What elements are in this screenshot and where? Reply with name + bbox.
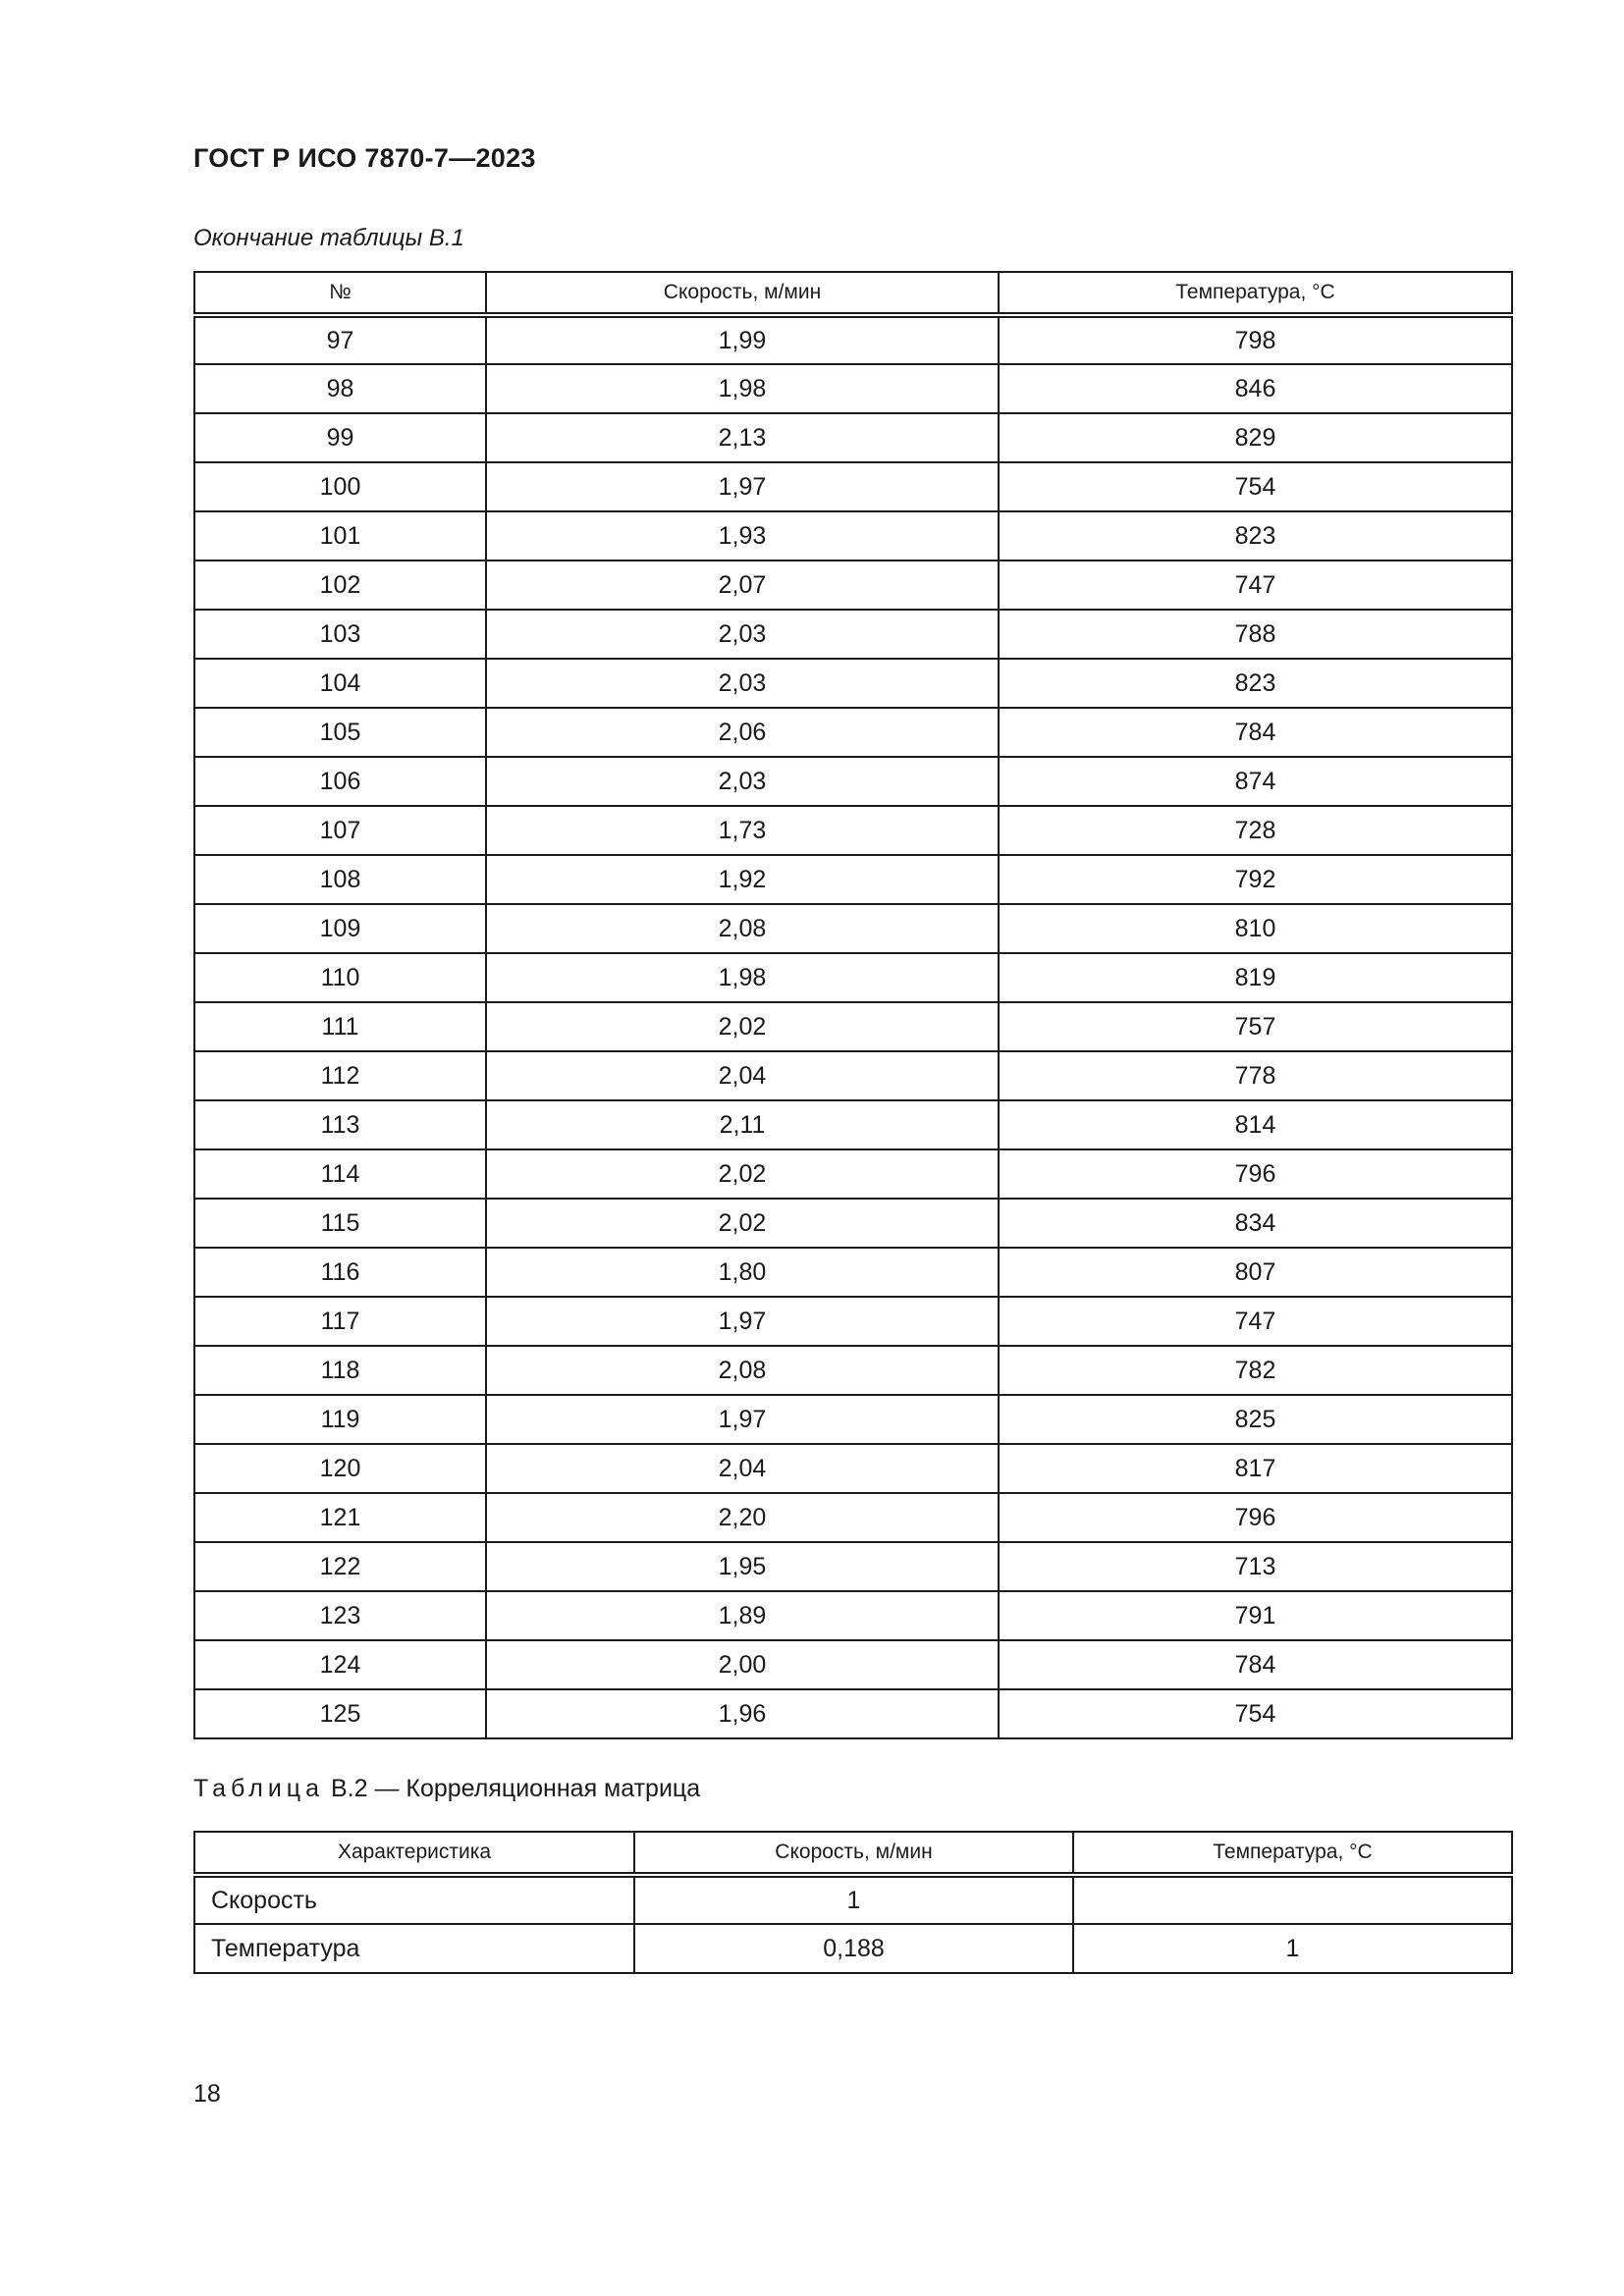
table-cell: 834 [999, 1199, 1512, 1248]
table-cell: 2,08 [486, 904, 999, 953]
table-cell: 2,03 [486, 610, 999, 659]
table-cell: 782 [999, 1346, 1512, 1395]
table-b1-header-row [194, 272, 1512, 315]
table-cell: 728 [999, 806, 1512, 855]
table-row [194, 757, 1512, 806]
table-b2-caption [193, 1775, 700, 1803]
table-cell: 713 [999, 1542, 1512, 1591]
table-b1-body [194, 315, 1512, 1738]
table-row [194, 1297, 1512, 1346]
table-b2-header-row [194, 1832, 1512, 1875]
table-cell: 2,11 [486, 1100, 999, 1149]
table-b1-caption: Окончание таблицы В.1 [193, 225, 464, 251]
table-cell: 2,13 [486, 413, 999, 462]
column-header-temperature: Температура, °С [1073, 1832, 1512, 1875]
table-cell: 1,80 [486, 1248, 999, 1297]
table-cell: Температура [194, 1924, 634, 1973]
table-cell: 107 [194, 806, 486, 855]
table-cell: 2,04 [486, 1051, 999, 1100]
table-cell: 2,04 [486, 1444, 999, 1493]
table-cell: 2,07 [486, 561, 999, 610]
table-row [194, 1640, 1512, 1689]
table-row [194, 855, 1512, 904]
table-cell: 1,98 [486, 953, 999, 1002]
table-b1 [193, 271, 1513, 1739]
table-cell: 119 [194, 1395, 486, 1444]
page-number: 18 [193, 2080, 221, 2108]
table-cell: 817 [999, 1444, 1512, 1493]
table-row [194, 1689, 1512, 1738]
table-cell: 102 [194, 561, 486, 610]
table-cell: 747 [999, 1297, 1512, 1346]
table-cell: 115 [194, 1199, 486, 1248]
table-row [194, 1100, 1512, 1149]
table-cell: 121 [194, 1493, 486, 1542]
table-cell: 124 [194, 1640, 486, 1689]
table-row [194, 511, 1512, 561]
table-cell: 106 [194, 757, 486, 806]
table-row [194, 462, 1512, 511]
table-cell: 2,08 [486, 1346, 999, 1395]
table-cell: 2,20 [486, 1493, 999, 1542]
table-cell: 792 [999, 855, 1512, 904]
table-cell: 796 [999, 1493, 1512, 1542]
column-header-speed: Скорость, м/мин [486, 272, 999, 315]
table-cell: 1,93 [486, 511, 999, 561]
table-row [194, 1924, 1512, 1973]
table-cell: 118 [194, 1346, 486, 1395]
table-cell: 122 [194, 1542, 486, 1591]
column-header-number: № [194, 272, 486, 315]
table-cell: 2,00 [486, 1640, 999, 1689]
table-cell: 823 [999, 659, 1512, 708]
table-cell: 846 [999, 364, 1512, 413]
table-row [194, 1542, 1512, 1591]
table-b2-correlation-matrix [193, 1831, 1513, 1974]
table-row [194, 315, 1512, 364]
table-row [194, 1051, 1512, 1100]
table-cell: 111 [194, 1002, 486, 1051]
table-cell: 123 [194, 1591, 486, 1640]
table-cell: 114 [194, 1149, 486, 1199]
table-cell: 104 [194, 659, 486, 708]
table-cell: 98 [194, 364, 486, 413]
table-cell: 1,95 [486, 1542, 999, 1591]
table-cell: 1 [1073, 1924, 1512, 1973]
table-cell: 798 [999, 315, 1512, 364]
column-header-characteristic: Характеристика [194, 1832, 634, 1875]
table-b2-body [194, 1875, 1512, 1973]
table-cell: 125 [194, 1689, 486, 1738]
table-cell: 2,02 [486, 1149, 999, 1199]
table-cell: 110 [194, 953, 486, 1002]
table-cell: 747 [999, 561, 1512, 610]
table-cell: 823 [999, 511, 1512, 561]
table-row [194, 659, 1512, 708]
table-cell: 108 [194, 855, 486, 904]
table-cell: 113 [194, 1100, 486, 1149]
table-cell: 1,92 [486, 855, 999, 904]
table-cell: 784 [999, 1640, 1512, 1689]
table-row [194, 561, 1512, 610]
table-row [194, 1395, 1512, 1444]
table-row [194, 1444, 1512, 1493]
table-cell: 1,97 [486, 1297, 999, 1346]
table-row [194, 904, 1512, 953]
table-cell [1073, 1875, 1512, 1924]
table-row [194, 413, 1512, 462]
table-cell: 109 [194, 904, 486, 953]
table-cell: 754 [999, 1689, 1512, 1738]
table-cell: 796 [999, 1149, 1512, 1199]
table-cell: 791 [999, 1591, 1512, 1640]
table-cell: 778 [999, 1051, 1512, 1100]
table-cell: 757 [999, 1002, 1512, 1051]
table-cell: 1,97 [486, 1395, 999, 1444]
table-cell: 814 [999, 1100, 1512, 1149]
table-row [194, 610, 1512, 659]
table-cell: 829 [999, 413, 1512, 462]
table-cell: 2,06 [486, 708, 999, 757]
table-cell: 120 [194, 1444, 486, 1493]
table-row [194, 1199, 1512, 1248]
table-row [194, 1248, 1512, 1297]
table-cell: 2,02 [486, 1002, 999, 1051]
table-cell: 2,03 [486, 659, 999, 708]
table-cell: 112 [194, 1051, 486, 1100]
table-cell: 1,98 [486, 364, 999, 413]
table-row [194, 1591, 1512, 1640]
table-cell: 874 [999, 757, 1512, 806]
table-row [194, 953, 1512, 1002]
table-cell: 99 [194, 413, 486, 462]
table-cell: 100 [194, 462, 486, 511]
table-cell: 810 [999, 904, 1512, 953]
table-row [194, 1149, 1512, 1199]
table-cell: 116 [194, 1248, 486, 1297]
table-b2-label: Таблица [193, 1775, 325, 1802]
column-header-speed: Скорость, м/мин [634, 1832, 1073, 1875]
table-cell: 825 [999, 1395, 1512, 1444]
table-b2-title: В.2 — Корреляционная матрица [330, 1775, 701, 1802]
table-cell: 117 [194, 1297, 486, 1346]
table-cell: 788 [999, 610, 1512, 659]
table-row [194, 1875, 1512, 1924]
table-cell: 819 [999, 953, 1512, 1002]
table-cell: 2,03 [486, 757, 999, 806]
table-cell: 1,96 [486, 1689, 999, 1738]
table-cell: 784 [999, 708, 1512, 757]
column-header-temperature: Температура, °С [999, 272, 1512, 315]
table-row [194, 708, 1512, 757]
table-cell: 2,02 [486, 1199, 999, 1248]
table-cell: Скорость [194, 1875, 634, 1924]
table-cell: 0,188 [634, 1924, 1073, 1973]
table-cell: 1,99 [486, 315, 999, 364]
table-row [194, 1346, 1512, 1395]
table-row [194, 364, 1512, 413]
table-cell: 103 [194, 610, 486, 659]
table-cell: 807 [999, 1248, 1512, 1297]
document-title: ГОСТ Р ИСО 7870-7—2023 [193, 143, 536, 173]
table-cell: 1,73 [486, 806, 999, 855]
table-cell: 97 [194, 315, 486, 364]
table-row [194, 1002, 1512, 1051]
table-cell: 101 [194, 511, 486, 561]
table-cell: 105 [194, 708, 486, 757]
table-cell: 1,89 [486, 1591, 999, 1640]
table-cell: 1 [634, 1875, 1073, 1924]
table-cell: 1,97 [486, 462, 999, 511]
table-cell: 754 [999, 462, 1512, 511]
table-row [194, 806, 1512, 855]
table-row [194, 1493, 1512, 1542]
